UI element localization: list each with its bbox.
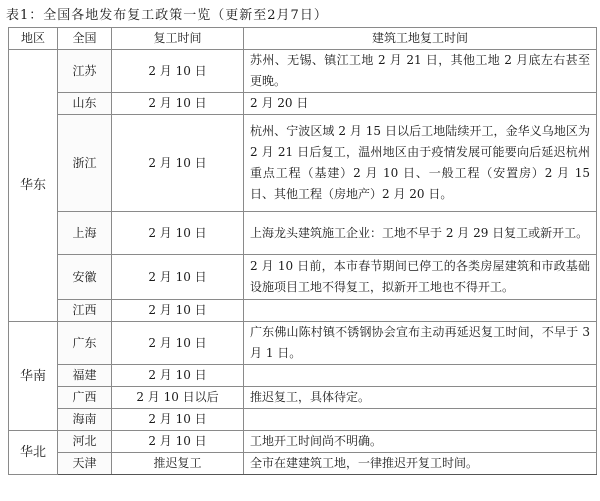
date-cell: 2 月 10 日 [112,431,244,453]
date-cell: 2 月 10 日 [112,50,244,93]
detail-cell: 杭州、宁波区域 2 月 15 日以后工地陆续开工，金华义乌地区为 2 月 21 日后复工，温州地区由于疫情发展可能要向后延迟杭州重点工程（基建）2 月 10 日、一般工程（安置房）2 月 15 日、其他工程（房地产）2 月 20 日。 [244,115,597,212]
detail-cell [244,409,597,431]
province-cell: 山东 [58,93,112,115]
province-cell: 天津 [58,453,112,475]
date-cell: 2 月 10 日 [112,93,244,115]
date-cell: 2 月 10 日 [112,322,244,365]
province-cell: 安徽 [58,255,112,300]
table-row [9,212,597,255]
detail-cell [244,365,597,387]
detail-cell: 全市在建建筑工地，一律推迟开复工时间。 [244,453,597,475]
table-row [9,300,597,322]
detail-cell: 广东佛山陈村镇不锈钢协会宣布主动再延迟复工时间，不早于 3 月 1 日。 [244,322,597,365]
date-cell: 2 月 10 日 [112,255,244,300]
region-east: 华东 [9,50,58,322]
province-cell: 海南 [58,409,112,431]
table-row [9,453,597,475]
detail-cell: 上海龙头建筑施工企业：工地不早于 2 月 29 日复工或新开工。 [244,212,597,255]
table-row [9,322,597,365]
province-cell: 江苏 [58,50,112,93]
header-construction-date: 建筑工地复工时间 [244,28,597,50]
province-cell: 福建 [58,365,112,387]
province-cell: 河北 [58,431,112,453]
header-province: 全国 [58,28,112,50]
detail-cell: 推迟复工，具体待定。 [244,387,597,409]
region-north: 华北 [9,431,58,475]
reopening-policy-table [8,27,597,475]
table-row [9,431,597,453]
table-caption: 表1：全国各地发布复工政策一览（更新至2月7日） [6,8,328,23]
province-cell: 广东 [58,322,112,365]
detail-cell: 苏州、无锡、镇江工地 2 月 21 日，其他工地 2 月底左右甚至更晚。 [244,50,597,93]
detail-cell: 工地开工时间尚不明确。 [244,431,597,453]
province-cell: 浙江 [58,115,112,212]
table-row [9,50,597,93]
date-cell: 2 月 10 日 [112,115,244,212]
detail-cell: 2 月 20 日 [244,93,597,115]
province-cell: 上海 [58,212,112,255]
table-header-row [9,28,597,50]
header-reopen-date: 复工时间 [112,28,244,50]
date-cell: 推迟复工 [112,453,244,475]
province-cell: 广西 [58,387,112,409]
detail-cell: 2 月 10 日前，本市春节期间已停工的各类房屋建筑和市政基础设施项目工地不得复工，拟新开工地也不得开工。 [244,255,597,300]
table-row [9,387,597,409]
province-cell: 江西 [58,300,112,322]
header-region: 地区 [9,28,58,50]
date-cell: 2 月 10 日 [112,409,244,431]
date-cell: 2 月 10 日 [112,300,244,322]
date-cell: 2 月 10 日 [112,365,244,387]
table-row [9,115,597,212]
table-row [9,93,597,115]
date-cell: 2 月 10 日 [112,212,244,255]
region-south: 华南 [9,322,58,431]
table-row [9,255,597,300]
date-cell: 2 月 10 日以后 [112,387,244,409]
table-row [9,409,597,431]
detail-cell [244,300,597,322]
table-row [9,365,597,387]
